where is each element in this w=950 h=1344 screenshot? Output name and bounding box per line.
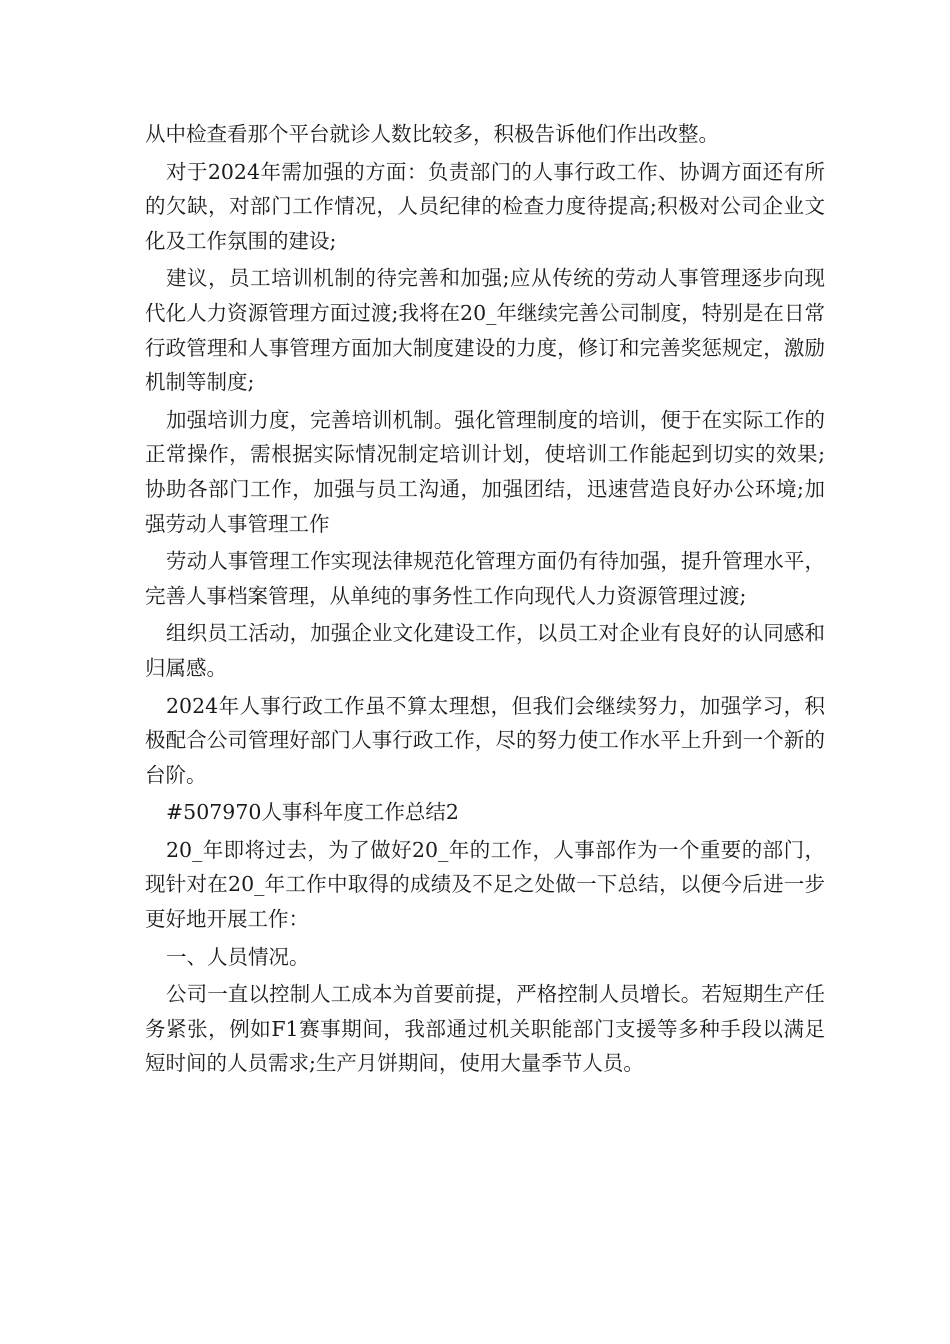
paragraph-training: 加强培训力度，完善培训机制。强化管理制度的培训，便于在实际工作的正常操作，需根据实际情况制定培训计划，使培训工作能起到切实的效果;协助各部门工作，加强与员工沟通，加强团结，迅速营造良好办公环境;加强劳动人事管理工作 <box>145 407 825 536</box>
paragraph-personnel-details: 公司一直以控制人工成本为首要前提，严格控制人员增长。若短期生产任务紧张，例如F1赛事期间，我部通过机关职能部门支援等多种手段以满足短时间的人员需求;生产月饼期间，使用大量季节人员。 <box>145 982 825 1076</box>
paragraph-employee-activities: 组织员工活动，加强企业文化建设工作，以员工对企业有良好的认同感和归属感。 <box>145 621 825 680</box>
paragraph-introduction: 20_年即将过去，为了做好20_年的工作，人事部作为一个重要的部门，现针对在20_年工作中取得的成绩及不足之处做一下总结，以便今后进一步更好地开展工作： <box>145 837 825 932</box>
section-title: #507970人事科年度工作总结2 <box>166 800 459 825</box>
paragraph-improvement-areas: 对于2024年需加强的方面：负责部门的人事行政工作、协调方面还有所的欠缺，对部门工作情况，人员纪律的检查力度待提高;积极对公司企业文化及工作氛围的建设; <box>145 159 825 253</box>
paragraph-labor-management: 劳动人事管理工作实现法律规范化管理方面仍有待加强，提升管理水平，完善人事档案管理，从单纯的事务性工作向现代人力资源管理过渡; <box>145 549 825 608</box>
paragraph-conclusion: 2024年人事行政工作虽不算太理想，但我们会继续努力，加强学习，积极配合公司管理好部门人事行政工作，尽的努力使工作水平上升到一个新的台阶。 <box>145 693 825 787</box>
document-body <box>145 117 825 1084</box>
paragraph-continuation: 从中检查看那个平台就诊人数比较多，积极告诉他们作出改整。 <box>145 122 719 146</box>
paragraph-suggestions: 建议，员工培训机制的待完善和加强;应从传统的劳动人事管理逐步向现代化人力资源管理方面过渡;我将在20_年继续完善公司制度，特别是在日常行政管理和人事管理方面加大制度建设的力度，修订和完善奖惩规定，激励机制等制度; <box>145 266 825 395</box>
section-heading-personnel: 一、人员情况。 <box>166 944 310 969</box>
